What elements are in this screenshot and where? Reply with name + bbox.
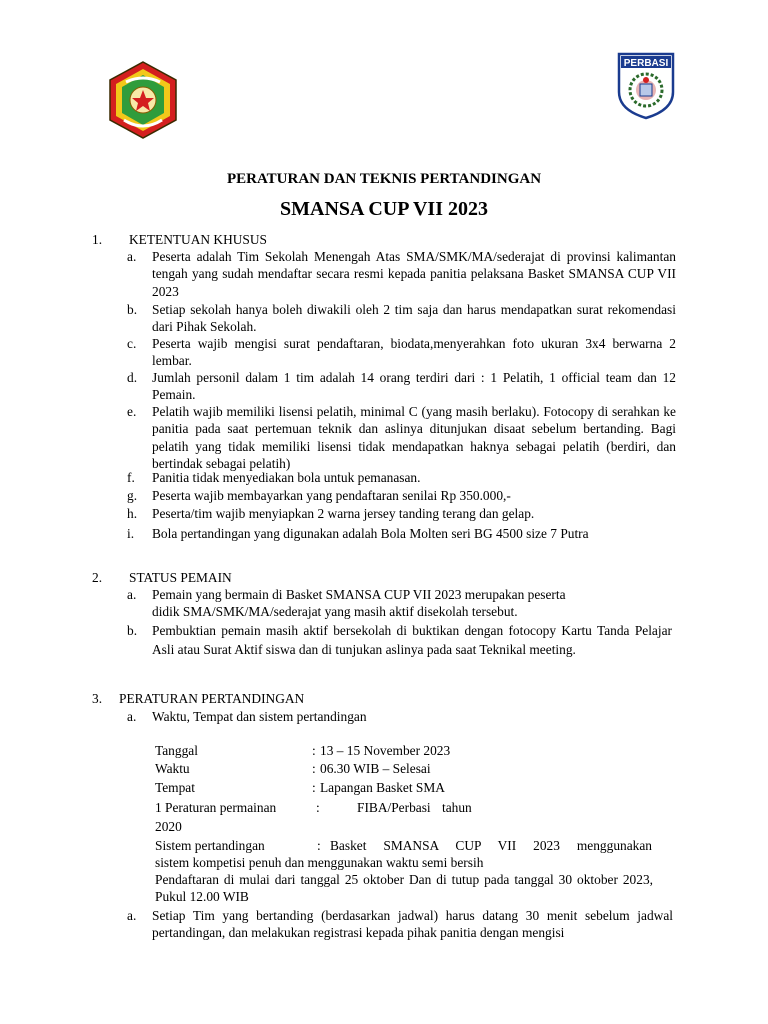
schedule-separator: : (312, 743, 316, 758)
list-item: Peserta adalah Tim Sekolah Menengah Atas SMA/SMK/MA/sederajat di provinsi kalimantan tengah yang sudah mendaftar secara resmi kepada panitia pelaksana Basket SMANSA CUP VII 2023 (152, 249, 676, 299)
list-letter: h. (127, 506, 138, 521)
list-item: Jumlah personil dalam 1 tim adalah 14 orang terdiri dari : 1 Pelatih, 1 official team dan 12 Pemain. (152, 370, 676, 403)
list-item: Pembuktian pemain masih aktif bersekolah di buktikan dengan fotocopy Kartu Tanda Pelajar Asli atau Surat Aktif siswa dan di tunjukan aslinya pada saat Teknikal meeting. (152, 623, 672, 657)
list-item: Peserta/tim wajib menyiapkan 2 warna jersey tanding terang dan gelap. (152, 506, 535, 521)
schedule-label: 1 Peraturan permainan (155, 800, 277, 815)
section-number: 2. (92, 570, 103, 585)
schedule-value: 06.30 WIB – Selesai (320, 761, 431, 776)
list-letter: c. (127, 336, 137, 351)
schedule-value: 13 – 15 November 2023 (320, 743, 451, 758)
perbasi-emblem-icon (616, 50, 676, 120)
schedule-separator: : (316, 800, 320, 815)
registration-text: Pendaftaran di mulai dari tanggal 25 oktober Dan di tutup pada tanggal 30 oktober 2023, Pukul 12.00 WIB (155, 872, 653, 905)
schedule-label: Sistem pertandingan (155, 838, 265, 853)
list-letter: a. (127, 709, 137, 724)
list-item: Peserta wajib mengisi surat pendaftaran, biodata,menyerahkan foto ukuran 3x4 berwarna 2 lembar. (152, 336, 676, 369)
schedule-value: Basket SMANSA CUP VII 2023 menggunakan (330, 838, 652, 853)
schedule-label: Tempat (155, 780, 195, 795)
schedule-label: Tanggal (155, 743, 198, 758)
schedule-separator: : (312, 761, 316, 776)
list-letter: d. (127, 370, 138, 385)
section-number: 3. (92, 691, 103, 706)
section-title: STATUS PEMAIN (129, 570, 232, 585)
list-item: Panitia tidak menyediakan bola untuk pemanasan. (152, 470, 421, 485)
list-letter: a. (127, 587, 137, 602)
list-letter: i. (127, 526, 135, 541)
list-letter: a. (127, 249, 137, 264)
list-item: Setiap sekolah hanya boleh diwakili oleh 2 tim saja dan harus mendapatkan surat rekomendasi dari Pihak Sekolah. (152, 302, 676, 335)
list-item: Setiap Tim yang bertanding (berdasarkan jadwal) harus datang 30 menit sebelum jadwal pertandingan, dan melakukan registrasi kepada pihak panitia dengan mengisi (152, 908, 673, 941)
document-title: PERATURAN DAN TEKNIS PERTANDINGAN (226, 171, 542, 187)
list-letter: b. (127, 302, 138, 317)
schedule-value: FIBA/Perbasi (357, 800, 431, 815)
list-item: Waktu, Tempat dan sistem pertandingan (152, 709, 367, 724)
schedule-year: 2020 (155, 819, 182, 834)
document-subtitle: SMANSA CUP VII 2023 (280, 198, 488, 220)
list-letter: f. (127, 470, 135, 485)
list-letter: g. (127, 488, 138, 503)
list-item: Peserta wajib membayarkan yang pendaftaran senilai Rp 350.000,- (152, 488, 511, 503)
schedule-value-continued: sistem kompetisi penuh dan menggunakan waktu semi bersih (155, 855, 484, 870)
list-item: Pelatih wajib memiliki lisensi pelatih, minimal C (yang masih berlaku). Fotocopy di serahkan ke panitia pada saat pertemuan teknik dan aslinya ditunjukan disaat sebelum bertanding. Bagi pelatih yang tidak memiliki lisensi tidak mendapatkan haknya sebagai pelatih (berdiri, dan bertindak sebagai pelatih) (152, 404, 676, 471)
list-item-continued: didik SMA/SMK/MA/sederajat yang masih aktif disekolah tersebut. (152, 604, 518, 619)
perbasi-logo-text: PERBASI (623, 58, 669, 69)
school-emblem-icon (108, 60, 178, 140)
schedule-value: Lapangan Basket SMA (320, 780, 445, 795)
section-number: 1. (92, 232, 103, 247)
list-letter: a. (127, 908, 137, 923)
schedule-label: Waktu (155, 761, 190, 776)
schedule-separator: : (317, 838, 321, 853)
list-item: Bola pertandingan yang digunakan adalah Bola Molten seri BG 4500 size 7 Putra (152, 526, 589, 541)
section-title: KETENTUAN KHUSUS (129, 232, 267, 247)
schedule-value-continued: tahun (442, 800, 472, 815)
schedule-separator: : (312, 780, 316, 795)
section-title: PERATURAN PERTANDINGAN (119, 691, 305, 706)
list-letter: e. (127, 404, 137, 419)
list-letter: b. (127, 623, 138, 638)
list-item: Pemain yang bermain di Basket SMANSA CUP VII 2023 merupakan peserta (152, 587, 566, 602)
